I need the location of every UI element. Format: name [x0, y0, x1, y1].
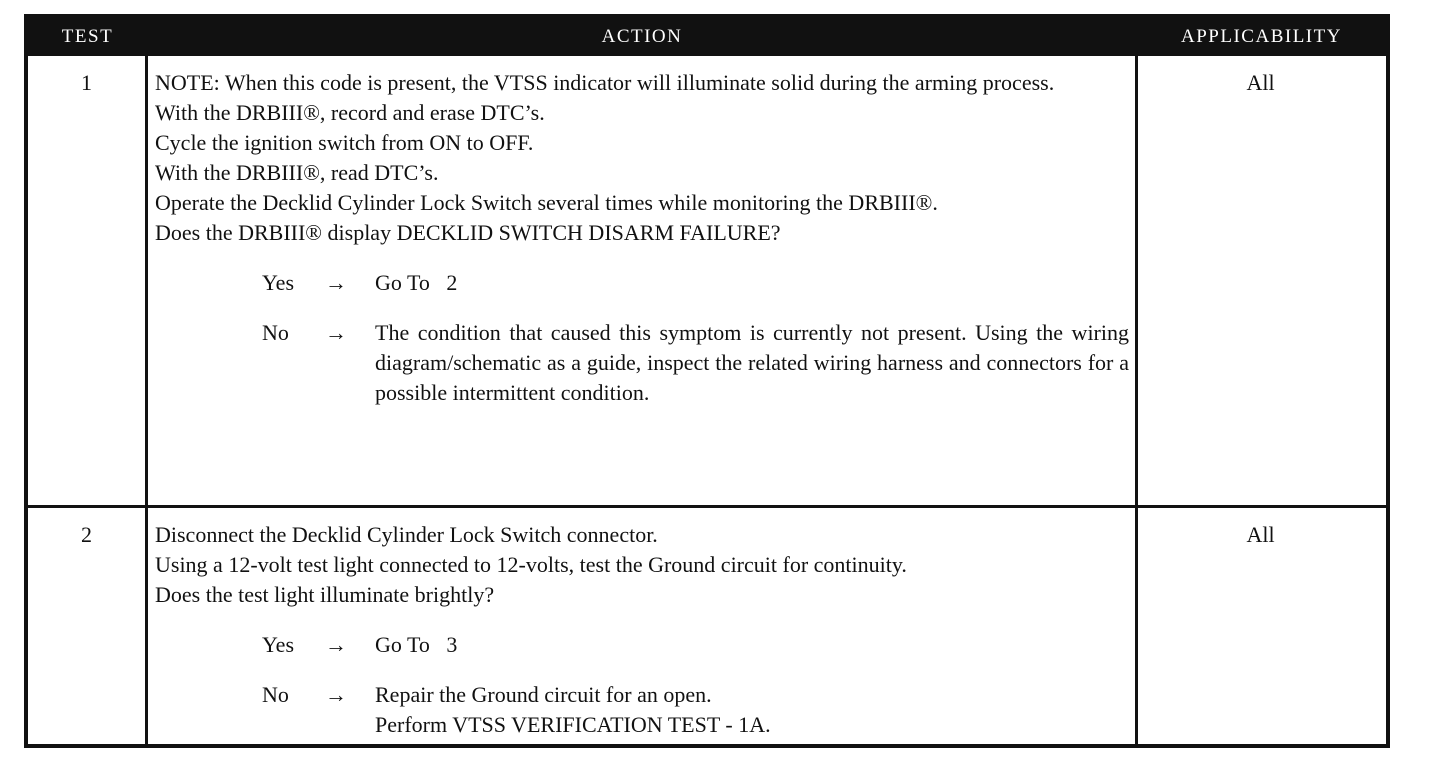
action-line: With the DRBIII®, read DTC’s.	[155, 160, 439, 185]
header-test: TEST	[61, 26, 114, 47]
yes-result: Go To 2	[375, 270, 458, 295]
column-divider	[145, 56, 148, 748]
arrow-icon: →	[325, 632, 347, 657]
table-header	[28, 18, 1386, 56]
action-cell-2	[155, 520, 1129, 740]
yes-label: Yes	[262, 270, 295, 295]
action-line: With the DRBIII®, record and erase DTC’s.	[155, 100, 545, 125]
action-line: Does the DRBIII® display DECKLID SWITCH DISARM FAILURE?	[155, 220, 781, 245]
yes-branch	[155, 630, 1129, 660]
action-cell-1	[155, 68, 1129, 438]
yes-branch	[155, 268, 1129, 298]
no-result-line: Perform VTSS VERIFICATION TEST - 1A.	[375, 712, 771, 737]
action-line: Using a 12-volt test light connected to 12-volts, test the Ground circuit for continuity.	[155, 552, 907, 577]
yes-result: Go To 3	[375, 632, 458, 657]
action-line: Operate the Decklid Cylinder Lock Switch several times while monitoring the DRBIII®.	[155, 190, 938, 215]
header-applicability: APPLICABILITY	[1181, 26, 1342, 47]
action-line: Disconnect the Decklid Cylinder Lock Switch connector.	[155, 522, 658, 547]
test-number-1: 1	[81, 70, 92, 95]
applicability-1: All	[1246, 70, 1275, 95]
no-result-line: Repair the Ground circuit for an open.	[375, 682, 712, 707]
column-divider	[1135, 56, 1138, 748]
diagnostic-test-table	[24, 14, 1390, 748]
no-label: No	[262, 320, 289, 345]
action-line: Cycle the ignition switch from ON to OFF.	[155, 130, 534, 155]
no-result	[375, 680, 1129, 740]
no-result-text: The condition that caused this symptom is currently not present. Using the wiring diagram/schematic as a guide, inspect the related wiring harness and connectors for a possible intermittent condition.	[375, 320, 1129, 405]
arrow-icon: →	[325, 320, 347, 345]
applicability-2: All	[1246, 522, 1275, 547]
action-line: NOTE: When this code is present, the VTSS indicator will illuminate solid during the arming process.	[155, 70, 1055, 95]
arrow-icon: →	[325, 682, 347, 707]
action-line: Does the test light illuminate brightly?	[155, 582, 495, 607]
row-divider	[28, 505, 1386, 508]
no-branch	[155, 680, 1129, 740]
no-branch	[155, 318, 1129, 438]
no-label: No	[262, 682, 289, 707]
yes-label: Yes	[262, 632, 295, 657]
test-number-2: 2	[81, 522, 92, 547]
header-action: ACTION	[601, 26, 683, 47]
no-result	[375, 318, 1129, 408]
arrow-icon: →	[325, 270, 347, 295]
